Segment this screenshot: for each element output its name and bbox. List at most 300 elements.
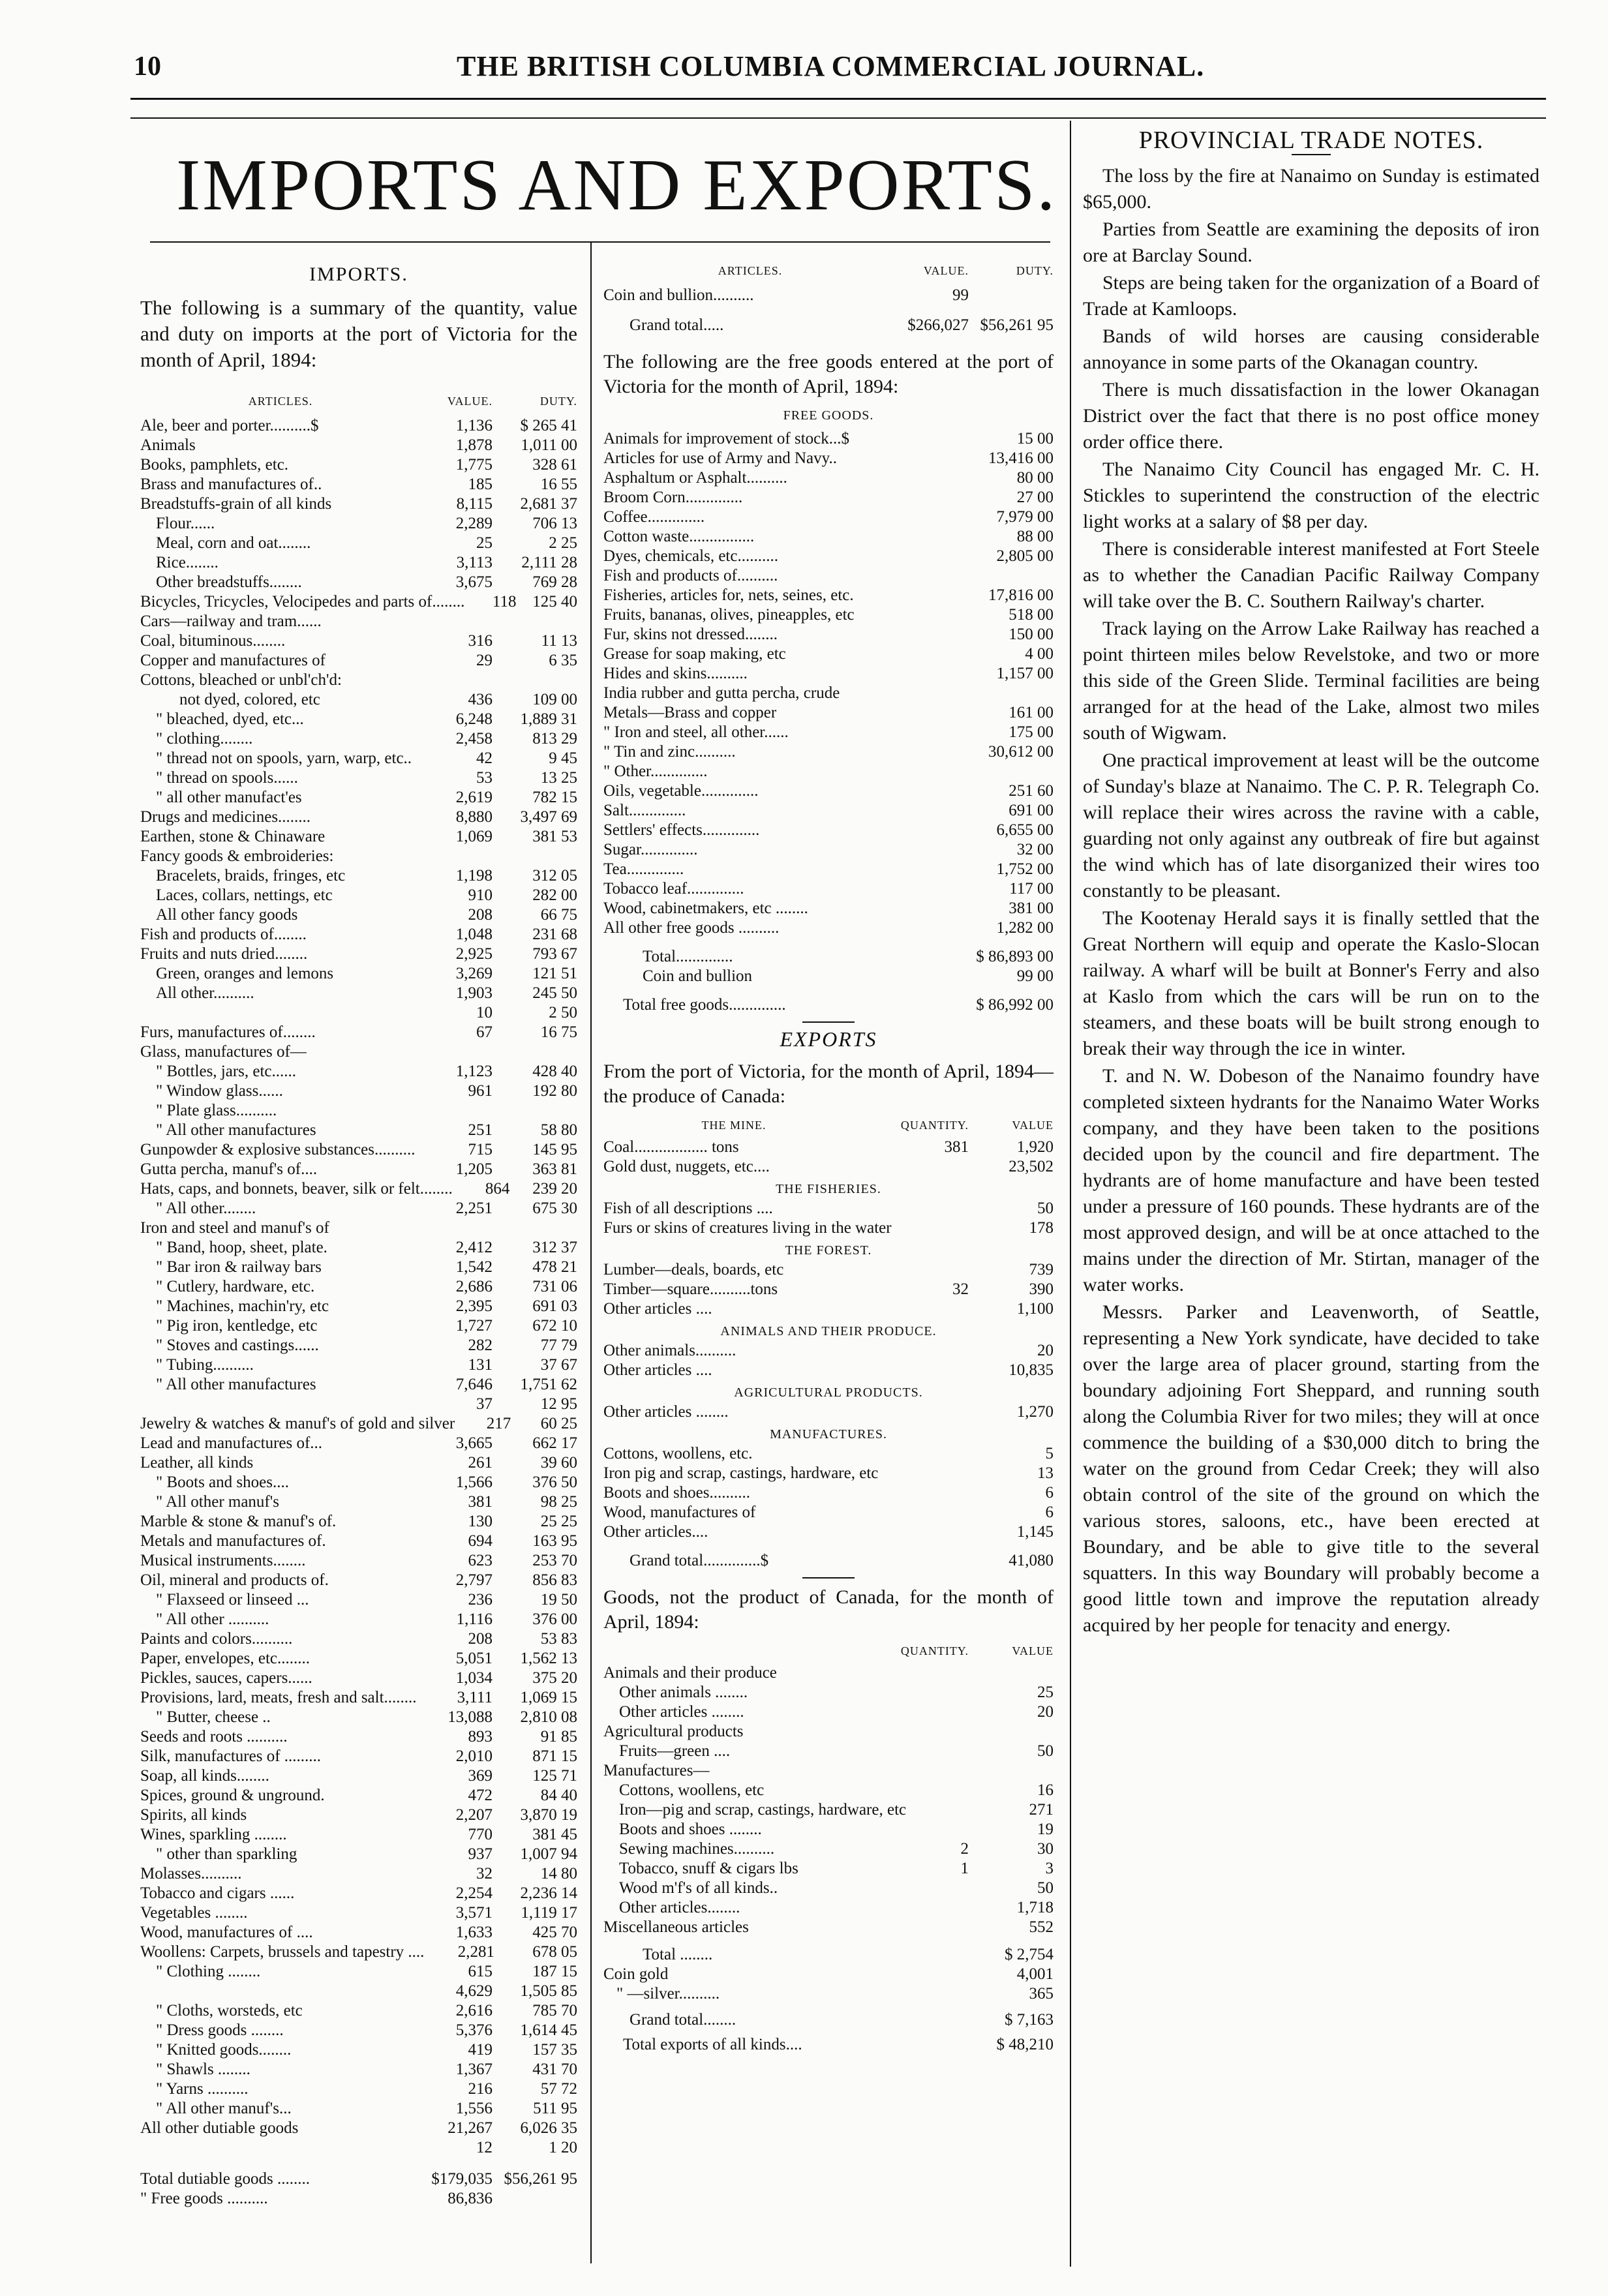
row-duty: 328 61	[532, 456, 577, 474]
row-quantity: 381	[944, 1138, 969, 1156]
row-label: " All other manufactures	[156, 1376, 316, 1393]
row-value: 2,289	[455, 515, 493, 532]
row-duty: 25 25	[540, 1513, 577, 1530]
table-row	[140, 651, 577, 671]
row-label: " Iron and steel, all other......	[603, 723, 789, 741]
table-row	[603, 1722, 1054, 1742]
row-value: 32 00	[1016, 841, 1054, 858]
row-duty: 12 95	[540, 1395, 577, 1413]
row-label: Rice........	[156, 554, 219, 571]
row-duty: 66 75	[540, 906, 577, 924]
row-label: Jewelry & watches & manuf's of gold and silver	[140, 1415, 455, 1432]
row-value: 6	[1045, 1503, 1054, 1521]
row-quantity	[864, 1820, 969, 1839]
table-row	[603, 1800, 1054, 1820]
row-value: 3,111	[457, 1689, 493, 1706]
row-value: 3,571	[455, 1904, 493, 1922]
table-row	[140, 1845, 577, 1864]
exports-table-header	[603, 1115, 1054, 1135]
table-row	[603, 899, 1054, 918]
row-label: Fruits and nuts dried........	[140, 945, 308, 963]
row-value: 80 00	[1016, 469, 1054, 487]
row-value: 42	[476, 749, 493, 767]
row-label: " Knitted goods........	[156, 2041, 292, 2059]
row-value: 1,752 00	[996, 860, 1054, 878]
row-label: Cotton waste................	[603, 528, 755, 545]
table-row	[140, 1786, 577, 1805]
row-duty: 312 05	[532, 867, 577, 884]
row-quantity	[864, 1761, 969, 1781]
row-label: Coin gold	[603, 1965, 669, 1983]
table-row	[140, 729, 577, 749]
col-header-blank	[603, 1641, 864, 1661]
row-value: 436	[468, 691, 493, 708]
table-row	[140, 1923, 577, 1942]
row-duty: 163 95	[532, 1532, 577, 1550]
row-label: Boots and shoes..........	[603, 1484, 750, 1502]
row-label: Furs, manufactures of........	[140, 1023, 316, 1041]
row-label: Coin and bullion	[643, 967, 753, 985]
news-paragraph: Parties from Seattle are examining the deposits of iron ore at Barclay Sound.	[1083, 219, 1540, 266]
row-duty: 253 70	[532, 1552, 577, 1569]
trade-notes-heading: PROVINCIAL TRADE NOTES.	[1138, 127, 1484, 154]
row-label: Coffee..............	[603, 508, 705, 526]
row-value: 365	[1029, 1985, 1054, 2002]
row-value: 715	[468, 1141, 493, 1158]
row-value: 25	[1037, 1684, 1054, 1701]
table-row	[140, 1023, 577, 1042]
free-goods-heading: FREE GOODS.	[783, 408, 874, 423]
row-quantity	[864, 1742, 969, 1761]
table-row	[140, 1962, 577, 1982]
col-header-value: VALUE	[1012, 1644, 1054, 1657]
table-row	[140, 1003, 577, 1023]
imports-table	[140, 416, 577, 2158]
table-row	[603, 1663, 1054, 1683]
imports-table-header	[140, 391, 577, 411]
table-row	[603, 1522, 1054, 1542]
row-quantity	[864, 1361, 969, 1380]
table-row	[140, 1473, 577, 1492]
table-row	[140, 1218, 577, 1238]
row-value: 99	[952, 286, 969, 304]
row-label: " Dress goods ........	[156, 2021, 284, 2039]
row-label: Articles for use of Army and Navy..	[603, 449, 838, 467]
row-label: Gutta percha, manuf's of....	[140, 1160, 318, 1178]
row-label: Dyes, chemicals, etc..........	[603, 547, 778, 565]
row-label: Iron—pig and scrap, castings, hardware, etc	[619, 1801, 907, 1819]
row-duty: 2 25	[549, 534, 577, 552]
row-value: 1,145	[1016, 1523, 1054, 1541]
row-label: Sugar..............	[603, 841, 698, 858]
row-label: All other dutiable goods	[140, 2119, 299, 2137]
news-paragraph: The Nanaimo City Council has engaged Mr. C. H. Stickles to superintend the construction of the electric light works at a salary of $8 per day.	[1083, 459, 1540, 532]
row-label: All other fancy goods	[156, 906, 298, 924]
table-row	[603, 1157, 1054, 1177]
row-label: " Butter, cheese ..	[156, 1708, 271, 1726]
row-value: 30	[1037, 1840, 1054, 1858]
row-quantity	[864, 1260, 969, 1280]
table-row	[603, 781, 1054, 801]
row-label: Other articles ........	[619, 1703, 744, 1721]
row-duty: 53 83	[540, 1630, 577, 1648]
row-value: 15 00	[1016, 430, 1054, 447]
row-label: Drugs and medicines........	[140, 808, 311, 826]
table-row	[140, 2138, 577, 2158]
row-label: Earthen, stone & Chinaware	[140, 828, 326, 845]
row-value: $ 86,992 00	[976, 996, 1054, 1014]
table-row	[140, 573, 577, 592]
news-paragraph: There is much dissatisfaction in the lower Okanagan District over the fact that there is no post office money order office there.	[1083, 379, 1540, 453]
table-row	[140, 1590, 577, 1610]
row-label: Glass, manufactures of—	[140, 1043, 307, 1061]
news-paragraph: Bands of wild horses are causing considerable annoyance in some parts of the Okanagan country.	[1083, 325, 1540, 373]
row-label: Other articles ........	[603, 1403, 729, 1421]
row-label: Iron pig and scrap, castings, hardware, etc	[603, 1464, 879, 1482]
row-label: Wines, sparkling ........	[140, 1826, 287, 1843]
table-row	[140, 1081, 577, 1101]
row-value: 1,556	[455, 2100, 493, 2117]
table-row	[140, 1238, 577, 1258]
table-row	[140, 984, 577, 1003]
row-label: Fish and products of........	[140, 926, 307, 943]
table-row	[140, 1395, 577, 1414]
row-value: 5,051	[455, 1650, 493, 1667]
row-label: " other than sparkling	[156, 1845, 297, 1863]
row-label: Lead and manufactures of...	[140, 1434, 323, 1452]
total-exports-row	[603, 2035, 1054, 2055]
row-label: " Tubing..........	[156, 1356, 254, 1374]
row-duty: 381 45	[532, 1826, 577, 1843]
row-duty: 363 81	[532, 1160, 577, 1178]
row-value: 13,088	[448, 1708, 493, 1726]
row-duty: 769 28	[532, 573, 577, 591]
col-header-quantity: QUANTITY.	[900, 1119, 969, 1132]
non-canada-table	[603, 1663, 1054, 1937]
table-row	[140, 631, 577, 651]
row-value: 518 00	[1009, 606, 1054, 624]
news-paragraph: T. and N. W. Dobeson of the Nanaimo foundry have completed sixteen hydrants for the Nanaimo Water Works company, and they have been taken to the positions decided upon by the council and fire department. The hydrants are of home manufacture and have been tested under a pressure of 160 pounds. These hydrants are of the most approved design, and will be at once attached to the mains under the direction of Mr. Stirtan, manager of the water works.	[1083, 1065, 1540, 1295]
row-value: 1,123	[455, 1063, 493, 1080]
row-label: Musical instruments........	[140, 1552, 306, 1569]
row-quantity	[906, 1800, 988, 1820]
row-duty: 6,026 35	[520, 2119, 577, 2137]
row-duty: 125 40	[532, 593, 577, 611]
row-label: Tobacco, snuff & cigars lbs	[619, 1860, 798, 1877]
row-duty: 1 20	[549, 2139, 577, 2156]
section-divider	[802, 1577, 855, 1578]
row-label: Breadstuffs-grain of all kinds	[140, 495, 332, 513]
news-paragraph: The loss by the fire at Nanaimo on Sunday is estimated $65,000.	[1083, 165, 1540, 213]
table-row	[603, 547, 1054, 566]
row-label: Other articles ....	[603, 1300, 712, 1318]
trade-notes-body	[1083, 163, 1540, 1639]
row-value: 32	[476, 1865, 493, 1882]
row-value: 131	[468, 1356, 493, 1374]
row-duty: 856 83	[532, 1571, 577, 1589]
row-value: 1,069	[455, 828, 493, 845]
table-row	[140, 612, 577, 631]
row-value: 623	[468, 1552, 493, 1569]
category-heading: AGRICULTURAL PRODUCTS.	[734, 1385, 923, 1400]
row-duty: 376 00	[532, 1610, 577, 1628]
row-label: " Flaxseed or linseed ...	[156, 1591, 309, 1609]
row-duty: 3,497 69	[520, 808, 577, 826]
row-value: 864	[485, 1180, 510, 1198]
col-header-duty: DUTY.	[1016, 264, 1054, 277]
row-duty: 57 72	[540, 2080, 577, 2098]
row-label: Laces, collars, nettings, etc	[156, 886, 333, 904]
row-label: Hats, caps, and bonnets, beaver, silk or felt........	[140, 1180, 453, 1198]
row-duty: 381 53	[532, 828, 577, 845]
row-quantity	[864, 1918, 969, 1937]
row-duty: 9 45	[549, 749, 577, 767]
row-label: " All other........	[156, 1200, 256, 1217]
row-value: 1,282 00	[996, 919, 1054, 937]
row-value: 217	[486, 1415, 511, 1432]
row-label: Cottons, woollens, etc	[619, 1781, 765, 1799]
row-label: Oil, mineral and products of.	[140, 1571, 329, 1589]
row-quantity	[878, 1464, 975, 1483]
row-duty: 19 50	[540, 1591, 577, 1609]
table-row	[140, 1982, 577, 2001]
row-label: Coin and bullion..........	[603, 286, 754, 304]
table-row	[140, 1903, 577, 1923]
row-value: 282	[468, 1337, 493, 1354]
table-row	[603, 527, 1054, 547]
row-duty: $56,261 95	[980, 316, 1054, 334]
news-paragraph: The Kootenay Herald says it is finally settled that the Great Northern will equip and operate the Kaslo-Slocan railway. A wharf will be built at Bonner's Ferry and also at Kaslo from which the cars will be run on to the steamers, and these boats will be built strong enough to break their way through the ice in winter.	[1083, 907, 1540, 1059]
row-label: Other articles ....	[603, 1361, 712, 1379]
row-value: 2,010	[455, 1747, 493, 1765]
total-row	[140, 2189, 577, 2209]
row-label: Hides and skins..........	[603, 665, 748, 682]
table-row	[603, 605, 1054, 625]
row-label: Other animals..........	[603, 1342, 736, 1359]
table-row	[140, 768, 577, 788]
row-label: Fur, skins not dressed........	[603, 626, 778, 643]
table-row	[603, 1361, 1054, 1380]
row-duty: 1,562 13	[520, 1650, 577, 1667]
non-canada-intro: Goods, not the product of Canada, for the month of April, 1894:	[603, 1586, 1054, 1633]
category-heading: MANUFACTURES.	[770, 1427, 887, 1442]
row-duty: 431 70	[532, 2061, 577, 2078]
row-label: Books, pamphlets, etc.	[140, 456, 289, 474]
row-quantity: 32	[952, 1280, 969, 1298]
row-label: " Band, hoop, sheet, plate.	[156, 1239, 327, 1256]
row-label: Spices, ground & unground.	[140, 1787, 325, 1804]
row-label: Manufactures—	[603, 1762, 710, 1779]
row-value: 13,416 00	[988, 449, 1054, 467]
table-row	[140, 494, 577, 514]
row-label: India rubber and gutta percha, crude	[603, 684, 840, 702]
row-label: Furs or skins of creatures living in the water	[603, 1219, 892, 1237]
nc-total-row	[603, 1945, 1054, 1965]
row-label: Grand total..............$	[630, 1552, 769, 1569]
table-row	[140, 749, 577, 768]
table-row	[140, 1179, 577, 1199]
row-value: 16	[1037, 1781, 1054, 1799]
row-value: 251 60	[1009, 782, 1054, 800]
nc-grand-total-row	[603, 2010, 1054, 2030]
imports-cont-header	[603, 261, 1054, 280]
row-duty: 77 79	[540, 1337, 577, 1354]
row-duty: 1,069 15	[520, 1689, 577, 1706]
row-duty: 91 85	[540, 1728, 577, 1745]
row-value: $ 2,754	[1005, 1946, 1054, 1963]
row-duty: 672 10	[532, 1317, 577, 1335]
row-value: 178	[1029, 1219, 1054, 1237]
table-row	[603, 1464, 1054, 1483]
table-row	[140, 788, 577, 808]
table-row	[140, 1727, 577, 1747]
row-duty: 793 67	[532, 945, 577, 963]
grand-total-row	[603, 316, 1054, 335]
row-label: Lumber—deals, boards, etc	[603, 1261, 784, 1278]
row-label: Fish and products of..........	[603, 567, 778, 584]
row-value: 770	[468, 1826, 493, 1843]
row-duty: 312 37	[532, 1239, 577, 1256]
news-paragraph: Messrs. Parker and Leavenworth, of Seattle, representing a New York syndicate, have decided to take over the large area of placer ground, starting from the boundary adjoining Fort Sheppard, and running south along the Columbia River for two miles; they will at once commence the building of a $30,000 ditch to bring the water on the ground from Cedar Creek; they will also obtain control of the site of the ground on which the various stores, saloons, etc., have been erected at Boundary, and be able to give title to the several squatters. In this way Boundary will probably become a good little town and improve the reputation already acquired by her people for tenacity and energy.	[1083, 1301, 1540, 1636]
heading-rule	[1292, 154, 1331, 155]
table-row	[140, 827, 577, 847]
row-duty: 376 50	[532, 1473, 577, 1491]
row-value: 5,376	[455, 2021, 493, 2039]
row-value: 236	[468, 1591, 493, 1609]
row-value: 472	[468, 1787, 493, 1804]
exports-table	[603, 1138, 1054, 1542]
row-value: 1,100	[1016, 1300, 1054, 1318]
row-label: " Tin and zinc..........	[603, 743, 736, 761]
table-row	[140, 1629, 577, 1649]
row-duty: 145 95	[532, 1141, 577, 1158]
row-duty: 58 80	[540, 1121, 577, 1139]
row-label: Bicycles, Tricycles, Velocipedes and parts of........	[140, 593, 465, 611]
row-label: " thread not on spools, yarn, warp, etc..	[156, 749, 412, 767]
table-row	[603, 1483, 1054, 1503]
row-label: Tea..............	[603, 860, 684, 878]
row-value: 1,903	[455, 984, 493, 1002]
row-value: 1,775	[455, 456, 493, 474]
table-row	[140, 1297, 577, 1316]
table-row	[603, 703, 1054, 723]
row-duty: 121 51	[532, 965, 577, 982]
row-duty: 187 15	[532, 1963, 577, 1980]
row-quantity	[864, 1663, 969, 1683]
table-row	[140, 1101, 577, 1121]
row-label: " Window glass......	[156, 1082, 283, 1100]
row-value: 4,629	[455, 1982, 493, 2000]
row-label: Sewing machines..........	[619, 1840, 775, 1858]
table-row	[140, 866, 577, 886]
row-label: All other free goods ..........	[603, 919, 780, 937]
free-goods-intro: The following are the free goods entered at the port of Victoria for the month of April, 1894:	[603, 351, 1054, 397]
row-label: Coal, bituminous........	[140, 632, 286, 650]
row-value: 316	[468, 632, 493, 650]
row-value: 185	[468, 476, 493, 493]
table-row	[603, 664, 1054, 684]
table-row	[140, 847, 577, 866]
row-duty: 2,681 37	[520, 495, 577, 513]
row-quantity	[864, 1879, 969, 1898]
row-value: 251	[468, 1121, 493, 1139]
row-label: " all other manufact'es	[156, 789, 302, 806]
row-label: Agricultural products	[603, 1723, 744, 1740]
table-row	[603, 625, 1054, 644]
table-row	[140, 475, 577, 494]
row-label: Spirits, all kinds	[140, 1806, 247, 1824]
row-label: Iron and steel and manuf's of	[140, 1219, 329, 1237]
table-row	[140, 1688, 577, 1708]
row-duty: 14 80	[540, 1865, 577, 1882]
row-value: 50	[1037, 1742, 1054, 1760]
table-row	[140, 690, 577, 710]
row-value: 37	[476, 1395, 493, 1413]
table-row	[140, 925, 577, 944]
row-label: " Free goods ..........	[140, 2190, 268, 2207]
row-value: 552	[1029, 1918, 1054, 1936]
row-value: 67	[476, 1023, 493, 1041]
row-label: Miscellaneous articles	[603, 1918, 749, 1936]
table-row	[140, 1434, 577, 1453]
nc-coin-gold-row	[603, 1965, 1054, 1984]
row-label: Green, oranges and lemons	[156, 965, 334, 982]
table-row	[603, 507, 1054, 527]
table-row	[140, 808, 577, 827]
row-value: 1,367	[455, 2061, 493, 2078]
col-header-value: VALUE.	[447, 395, 493, 408]
table-row	[140, 1708, 577, 1727]
row-duty: 1,889 31	[520, 710, 577, 728]
table-row	[140, 2060, 577, 2079]
row-value: 381	[468, 1493, 493, 1511]
row-duty: 2 50	[549, 1004, 577, 1021]
row-duty: 706 13	[532, 515, 577, 532]
row-value: 937	[468, 1845, 493, 1863]
row-label: " Bar iron & railway bars	[156, 1258, 322, 1276]
row-duty: 782 15	[532, 789, 577, 806]
table-row	[140, 1610, 577, 1629]
row-value: 130	[468, 1513, 493, 1530]
row-label: Gold dust, nuggets, etc....	[603, 1158, 770, 1175]
row-duty: 84 40	[540, 1787, 577, 1804]
row-value: 29	[476, 652, 493, 669]
row-duty: 1,751 62	[520, 1376, 577, 1393]
row-value: 1,566	[455, 1473, 493, 1491]
row-label: Other breadstuffs........	[156, 573, 302, 591]
row-value: 2,805 00	[996, 547, 1054, 565]
table-row	[140, 964, 577, 984]
row-duty: 11 13	[541, 632, 577, 650]
row-value: 50	[1037, 1200, 1054, 1217]
category-heading: ANIMALS AND THEIR PRODUCE.	[720, 1324, 937, 1338]
row-label: " Clothing ........	[156, 1963, 261, 1980]
row-label: Pickles, sauces, capers......	[140, 1669, 312, 1687]
row-value: 118	[492, 593, 517, 611]
col-header-articles: ARTICLES.	[248, 395, 313, 408]
row-label: Boots and shoes ........	[619, 1820, 762, 1838]
row-label: Paper, envelopes, etc........	[140, 1650, 311, 1667]
table-row	[140, 2119, 577, 2138]
free-goods-table	[603, 429, 1054, 938]
table-row	[140, 1649, 577, 1669]
row-value: 1,198	[455, 867, 493, 884]
row-label: Coal.................. tons	[603, 1138, 739, 1156]
table-row	[140, 1121, 577, 1140]
row-label: Other articles........	[619, 1899, 740, 1916]
row-label: Flour......	[156, 515, 215, 532]
row-value: 8,115	[456, 495, 493, 513]
